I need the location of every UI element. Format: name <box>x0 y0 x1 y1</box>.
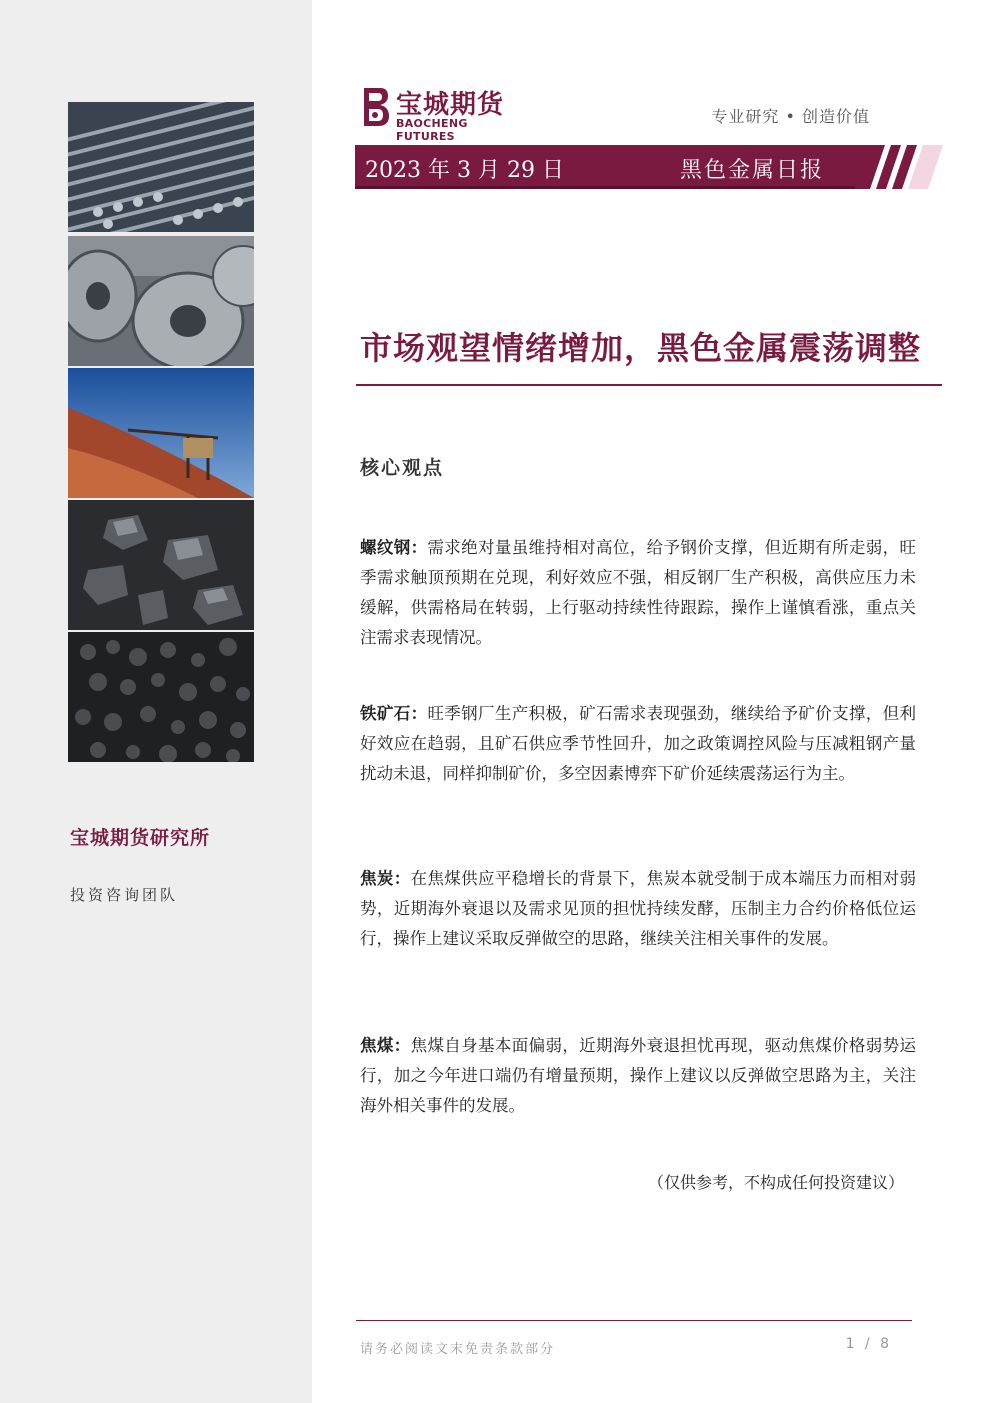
coal-lumps-photo <box>68 500 254 630</box>
section-heading: 核心观点 <box>360 457 445 479</box>
footer-disclaimer-note: 请务必阅读文末免责条款部分 <box>360 1342 556 1357</box>
title-divider <box>356 384 942 386</box>
report-type: 黑色金属日报 <box>680 158 825 183</box>
iron-ore-paragraph <box>360 699 916 789</box>
report-banner <box>355 145 945 189</box>
slogan: 专业研究 • 创造价值 <box>711 107 870 126</box>
rebar-paragraph <box>360 533 916 653</box>
steel-coil-photo <box>68 236 254 366</box>
paragraph-label: 铁矿石： <box>360 704 428 723</box>
team-name: 投资咨询团队 <box>70 886 179 904</box>
logo-english-text: BAOCHENG FUTURES <box>396 117 468 143</box>
sidebar <box>0 0 312 1403</box>
report-date: 2023 年 3 月 29 日 <box>365 158 564 183</box>
baocheng-logo-mark <box>358 84 392 130</box>
paragraph-text: 旺季钢厂生产积极，矿石需求表现强劲，继续给予矿价支撑，但利好效应在趋弱，且矿石供应季节性回升，加之政策调控风险与压减粗钢产量扰动未退，同样抑制矿价，多空因素博弈下矿价延续震荡运行为主。 <box>360 704 916 783</box>
paragraph-label: 焦炭： <box>360 869 411 888</box>
coke-pile-photo <box>68 632 254 762</box>
coke-paragraph <box>360 864 916 954</box>
coking-coal-paragraph <box>360 1031 916 1121</box>
report-title: 市场观望情绪增加，黑色金属震荡调整 <box>360 329 922 367</box>
iron-ore-stacker-photo <box>68 368 254 498</box>
page-number: 1 / 8 <box>845 1336 892 1352</box>
rebar-photo <box>68 102 254 232</box>
paragraph-text: 需求绝对量虽维持相对高位，给予钢价支撑，但近期有所走弱，旺季需求触顶预期在兑现，利好效应不强，相反钢厂生产积极，高供应压力未缓解，供需格局在转弱，上行驱动持续性待跟踪，操作上谨慎看涨，重点关注需求表现情况。 <box>360 538 916 647</box>
paragraph-label: 螺纹钢： <box>360 538 428 557</box>
company-logo <box>358 84 528 143</box>
footer-divider <box>356 1320 912 1321</box>
paragraph-text: 焦煤自身基本面偏弱，近期海外衰退担忧再现，驱动焦煤价格弱势运行，加之今年进口端仍有增量预期，操作上建议以反弹做空思路为主，关注海外相关事件的发展。 <box>360 1036 916 1115</box>
banner-stripes <box>855 145 945 189</box>
paragraph-text: 在焦煤供应平稳增长的背景下，焦炭本就受制于成本端压力而相对弱势，近期海外衰退以及需求见顶的担忧持续发酵，压制主力合约价格低位运行，操作上建议采取反弹做空的思路，继续关注相关事件的发展。 <box>360 869 916 948</box>
banner-bar <box>355 145 870 189</box>
logo-chinese-text: 宝城期货 <box>396 90 505 120</box>
disclaimer: （仅供参考，不构成任何投资建议） <box>647 1173 904 1192</box>
institute-name: 宝城期货研究所 <box>70 827 211 849</box>
paragraph-label: 焦煤： <box>360 1036 411 1055</box>
